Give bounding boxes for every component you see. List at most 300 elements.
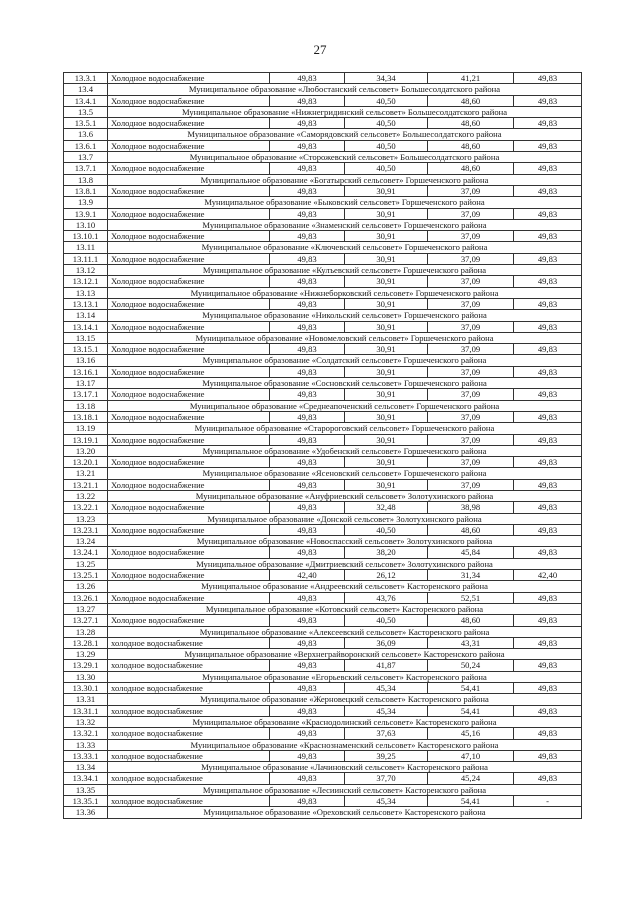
value-cell-2: 30,91: [345, 434, 428, 445]
value-cell-2: 30,91: [345, 457, 428, 468]
municipality-title: Муниципальное образование «Богатырский сельсовет» Горшеченского района: [108, 174, 582, 185]
value-cell-3: 38,98: [428, 502, 514, 513]
municipality-title: Муниципальное образование «Краснознаменский сельсовет» Касторенского района: [108, 739, 582, 750]
value-cell-3: 45,84: [428, 547, 514, 558]
municipality-title: Муниципальное образование «Сторожевский сельсовет» Большесолдатского района: [108, 152, 582, 163]
value-cell-2: 38,20: [345, 547, 428, 558]
row-code: 13.20: [64, 445, 108, 456]
table-row: [64, 118, 582, 129]
value-cell-4: 49,83: [514, 773, 582, 784]
municipality-title: Муниципальное образование «Любостанский сельсовет» Большесолдатского района: [108, 84, 582, 95]
value-cell-2: 30,91: [345, 366, 428, 377]
section-header-row: [64, 649, 582, 660]
section-header-row: [64, 332, 582, 343]
service-name: Холодное водоснабжение: [108, 344, 270, 355]
value-cell-3: 37,09: [428, 411, 514, 422]
value-cell-2: 30,91: [345, 208, 428, 219]
row-code: 13.30.1: [64, 683, 108, 694]
municipality-title: Муниципальное образование «Дмитриевский сельсовет» Золотухинского района: [108, 558, 582, 569]
row-code: 13.17: [64, 378, 108, 389]
section-header-row: [64, 400, 582, 411]
value-cell-3: 37,09: [428, 231, 514, 242]
service-name: Холодное водоснабжение: [108, 592, 270, 603]
value-cell-2: 30,91: [345, 479, 428, 490]
municipality-title: Муниципальное образование «Ясеновский сельсовет» Горшеченского района: [108, 468, 582, 479]
value-cell-1: 49,83: [270, 389, 345, 400]
value-cell-4: 49,83: [514, 457, 582, 468]
table-row: [64, 208, 582, 219]
service-name: холодное водоснабжение: [108, 773, 270, 784]
value-cell-1: 49,83: [270, 773, 345, 784]
section-header-row: [64, 603, 582, 614]
municipality-title: Муниципальное образование «Старороговский сельсовет» Горшеченского района: [108, 423, 582, 434]
value-cell-4: 49,83: [514, 321, 582, 332]
municipality-title: Муниципальное образование «Новоспасский сельсовет» Золотухинского района: [108, 536, 582, 547]
municipality-title: Муниципальное образование «Удобенский сельсовет» Горшеченского района: [108, 445, 582, 456]
row-code: 13.21.1: [64, 479, 108, 490]
municipality-title: Муниципальное образование «Нижнеборковский сельсовет» Горшеченского района: [108, 287, 582, 298]
value-cell-1: 49,83: [270, 321, 345, 332]
service-name: Холодное водоснабжение: [108, 231, 270, 242]
row-code: 13.32.1: [64, 728, 108, 739]
service-name: Холодное водоснабжение: [108, 389, 270, 400]
row-code: 13.32: [64, 716, 108, 727]
section-header-row: [64, 558, 582, 569]
service-name: Холодное водоснабжение: [108, 253, 270, 264]
row-code: 13.18.1: [64, 411, 108, 422]
value-cell-1: 49,83: [270, 660, 345, 671]
value-cell-4: 49,83: [514, 411, 582, 422]
row-code: 13.14: [64, 310, 108, 321]
row-code: 13.36: [64, 807, 108, 818]
value-cell-3: 48,60: [428, 163, 514, 174]
service-name: Холодное водоснабжение: [108, 457, 270, 468]
table-row: [64, 253, 582, 264]
value-cell-4: 49,83: [514, 298, 582, 309]
service-name: Холодное водоснабжение: [108, 366, 270, 377]
table-row: [64, 773, 582, 784]
row-code: 13.14.1: [64, 321, 108, 332]
value-cell-4: 49,83: [514, 615, 582, 626]
value-cell-3: 48,60: [428, 524, 514, 535]
value-cell-2: 40,50: [345, 140, 428, 151]
row-code: 13.23: [64, 513, 108, 524]
table-row: [64, 344, 582, 355]
value-cell-3: 54,41: [428, 796, 514, 807]
table-row: [64, 479, 582, 490]
service-name: холодное водоснабжение: [108, 660, 270, 671]
row-code: 13.6: [64, 129, 108, 140]
section-header-row: [64, 219, 582, 230]
row-code: 13.6.1: [64, 140, 108, 151]
row-code: 13.12.1: [64, 276, 108, 287]
value-cell-4: 49,83: [514, 434, 582, 445]
row-code: 13.7.1: [64, 163, 108, 174]
municipality-title: Муниципальное образование «Ключевский сельсовет» Горшеченского района: [108, 242, 582, 253]
table-row: [64, 615, 582, 626]
section-header-row: [64, 694, 582, 705]
section-header-row: [64, 174, 582, 185]
table-row: [64, 796, 582, 807]
tariff-table: [63, 72, 582, 819]
service-name: Холодное водоснабжение: [108, 298, 270, 309]
value-cell-1: 49,83: [270, 208, 345, 219]
table-row: [64, 637, 582, 648]
value-cell-1: 42,40: [270, 570, 345, 581]
section-header-row: [64, 310, 582, 321]
row-code: 13.30: [64, 671, 108, 682]
municipality-title: Муниципальное образование «Знаменский сельсовет» Горшеченского района: [108, 219, 582, 230]
row-code: 13.4: [64, 84, 108, 95]
row-code: 13.22.1: [64, 502, 108, 513]
value-cell-2: 30,91: [345, 411, 428, 422]
section-header-row: [64, 490, 582, 501]
row-code: 13.35: [64, 784, 108, 795]
value-cell-1: 49,83: [270, 457, 345, 468]
value-cell-1: 49,83: [270, 276, 345, 287]
value-cell-3: 45,16: [428, 728, 514, 739]
value-cell-2: 45,34: [345, 683, 428, 694]
row-code: 13.15.1: [64, 344, 108, 355]
value-cell-3: 37,09: [428, 276, 514, 287]
value-cell-1: 49,83: [270, 73, 345, 84]
value-cell-3: 37,09: [428, 321, 514, 332]
table-row: [64, 547, 582, 558]
section-header-row: [64, 716, 582, 727]
value-cell-4: 49,83: [514, 637, 582, 648]
value-cell-1: 49,83: [270, 479, 345, 490]
service-name: холодное водоснабжение: [108, 637, 270, 648]
value-cell-2: 30,91: [345, 253, 428, 264]
value-cell-3: 48,60: [428, 95, 514, 106]
row-code: 13.17.1: [64, 389, 108, 400]
section-header-row: [64, 129, 582, 140]
value-cell-4: 49,83: [514, 185, 582, 196]
row-code: 13.4.1: [64, 95, 108, 106]
value-cell-2: 37,63: [345, 728, 428, 739]
section-header-row: [64, 423, 582, 434]
table-row: [64, 321, 582, 332]
table-row: [64, 163, 582, 174]
value-cell-3: 37,09: [428, 185, 514, 196]
value-cell-1: 49,83: [270, 298, 345, 309]
row-code: 13.25: [64, 558, 108, 569]
row-code: 13.26.1: [64, 592, 108, 603]
value-cell-1: 49,83: [270, 592, 345, 603]
table-row: [64, 502, 582, 513]
section-header-row: [64, 378, 582, 389]
section-header-row: [64, 807, 582, 818]
municipality-title: Муниципальное образование «Ануфриевский сельсовет» Золотухинского района: [108, 490, 582, 501]
value-cell-4: 49,83: [514, 547, 582, 558]
table-row: [64, 728, 582, 739]
table-row: [64, 185, 582, 196]
value-cell-4: 49,83: [514, 95, 582, 106]
section-header-row: [64, 626, 582, 637]
page-number: 27: [313, 42, 327, 57]
service-name: холодное водоснабжение: [108, 796, 270, 807]
value-cell-3: 48,60: [428, 140, 514, 151]
row-code: 13.21: [64, 468, 108, 479]
service-name: Холодное водоснабжение: [108, 547, 270, 558]
row-code: 13.8.1: [64, 185, 108, 196]
row-code: 13.3.1: [64, 73, 108, 84]
municipality-title: Муниципальное образование «Никольский сельсовет» Горшеченского района: [108, 310, 582, 321]
value-cell-1: 49,83: [270, 411, 345, 422]
municipality-title: Муниципальное образование «Быковский сельсовет» Горшеченского района: [108, 197, 582, 208]
row-code: 13.27: [64, 603, 108, 614]
value-cell-4: 49,83: [514, 750, 582, 761]
value-cell-3: 37,09: [428, 208, 514, 219]
value-cell-2: 30,91: [345, 298, 428, 309]
section-header-row: [64, 242, 582, 253]
value-cell-2: 26,12: [345, 570, 428, 581]
table-row: [64, 140, 582, 151]
value-cell-1: 49,83: [270, 231, 345, 242]
row-code: 13.27.1: [64, 615, 108, 626]
row-code: 13.11.1: [64, 253, 108, 264]
service-name: Холодное водоснабжение: [108, 73, 270, 84]
value-cell-2: 30,91: [345, 321, 428, 332]
municipality-title: Муниципальное образование «Краснодолинский сельсовет» Касторенского района: [108, 716, 582, 727]
value-cell-1: 49,83: [270, 185, 345, 196]
service-name: Холодное водоснабжение: [108, 140, 270, 151]
table-body: [64, 73, 582, 819]
table-row: [64, 276, 582, 287]
section-header-row: [64, 445, 582, 456]
service-name: Холодное водоснабжение: [108, 502, 270, 513]
value-cell-1: 49,83: [270, 366, 345, 377]
service-name: Холодное водоснабжение: [108, 163, 270, 174]
row-code: 13.10.1: [64, 231, 108, 242]
section-header-row: [64, 355, 582, 366]
row-code: 13.33.1: [64, 750, 108, 761]
row-code: 13.5: [64, 106, 108, 117]
municipality-title: Муниципальное образование «Среднеапоченский сельсовет» Горшеченского района: [108, 400, 582, 411]
row-code: 13.34: [64, 762, 108, 773]
value-cell-4: 42,40: [514, 570, 582, 581]
value-cell-2: 39,25: [345, 750, 428, 761]
municipality-title: Муниципальное образование «Солдатский сельсовет» Горшеченского района: [108, 355, 582, 366]
row-code: 13.13.1: [64, 298, 108, 309]
value-cell-4: 49,83: [514, 524, 582, 535]
value-cell-4: 49,83: [514, 389, 582, 400]
service-name: холодное водоснабжение: [108, 705, 270, 716]
value-cell-3: 41,21: [428, 73, 514, 84]
value-cell-4: 49,83: [514, 140, 582, 151]
municipality-title: Муниципальное образование «Алексеевский сельсовет» Касторенского района: [108, 626, 582, 637]
section-header-row: [64, 468, 582, 479]
row-code: 13.31.1: [64, 705, 108, 716]
municipality-title: Муниципальное образование «Ореховский сельсовет» Касторенского района: [108, 807, 582, 818]
municipality-title: Муниципальное образование «Сосновский сельсовет» Горшеченского района: [108, 378, 582, 389]
service-name: холодное водоснабжение: [108, 750, 270, 761]
value-cell-2: 41,87: [345, 660, 428, 671]
service-name: Холодное водоснабжение: [108, 276, 270, 287]
table-row: [64, 457, 582, 468]
value-cell-2: 45,34: [345, 796, 428, 807]
value-cell-4: 49,83: [514, 163, 582, 174]
municipality-title: Муниципальное образование «Лесиинский сельсовет» Касторенского района: [108, 784, 582, 795]
value-cell-2: 40,50: [345, 163, 428, 174]
value-cell-4: 49,83: [514, 705, 582, 716]
value-cell-3: 50,24: [428, 660, 514, 671]
value-cell-4: 49,83: [514, 118, 582, 129]
value-cell-4: 49,83: [514, 73, 582, 84]
row-code: 13.26: [64, 581, 108, 592]
table-row: [64, 95, 582, 106]
value-cell-2: 30,91: [345, 185, 428, 196]
value-cell-2: 30,91: [345, 276, 428, 287]
section-header-row: [64, 762, 582, 773]
service-name: Холодное водоснабжение: [108, 615, 270, 626]
row-code: 13.23.1: [64, 524, 108, 535]
municipality-title: Муниципальное образование «Жерновецкий сельсовет» Касторенского района: [108, 694, 582, 705]
value-cell-2: 40,50: [345, 524, 428, 535]
row-code: 13.13: [64, 287, 108, 298]
service-name: холодное водоснабжение: [108, 728, 270, 739]
section-header-row: [64, 784, 582, 795]
value-cell-3: 48,60: [428, 615, 514, 626]
value-cell-4: 49,83: [514, 208, 582, 219]
municipality-title: Муниципальное образование «Саморядовский сельсовет» Большесолдатского района: [108, 129, 582, 140]
value-cell-1: 49,83: [270, 434, 345, 445]
value-cell-4: 49,83: [514, 344, 582, 355]
table-row: [64, 750, 582, 761]
row-code: 13.9.1: [64, 208, 108, 219]
value-cell-1: 49,83: [270, 796, 345, 807]
value-cell-1: 49,83: [270, 705, 345, 716]
value-cell-2: 43,76: [345, 592, 428, 603]
service-name: холодное водоснабжение: [108, 683, 270, 694]
row-code: 13.19.1: [64, 434, 108, 445]
row-code: 13.33: [64, 739, 108, 750]
service-name: Холодное водоснабжение: [108, 479, 270, 490]
section-header-row: [64, 536, 582, 547]
row-code: 13.8: [64, 174, 108, 185]
value-cell-3: 52,51: [428, 592, 514, 603]
value-cell-3: 47,10: [428, 750, 514, 761]
value-cell-1: 49,83: [270, 344, 345, 355]
value-cell-3: 45,24: [428, 773, 514, 784]
service-name: Холодное водоснабжение: [108, 321, 270, 332]
value-cell-4: 49,83: [514, 660, 582, 671]
row-code: 13.10: [64, 219, 108, 230]
row-code: 13.15: [64, 332, 108, 343]
value-cell-1: 49,83: [270, 683, 345, 694]
value-cell-3: 37,09: [428, 457, 514, 468]
row-code: 13.9: [64, 197, 108, 208]
row-code: 13.22: [64, 490, 108, 501]
municipality-title: Муниципальное образование «Егорьевский сельсовет» Касторенского района: [108, 671, 582, 682]
value-cell-1: 49,83: [270, 637, 345, 648]
municipality-title: Муниципальное образование «Лачиновский сельсовет» Касторенского района: [108, 762, 582, 773]
section-header-row: [64, 287, 582, 298]
table-row: [64, 683, 582, 694]
value-cell-2: 30,91: [345, 389, 428, 400]
value-cell-1: 49,83: [270, 253, 345, 264]
section-header-row: [64, 265, 582, 276]
row-code: 13.24.1: [64, 547, 108, 558]
value-cell-3: 54,41: [428, 683, 514, 694]
value-cell-3: 31,34: [428, 570, 514, 581]
row-code: 13.29.1: [64, 660, 108, 671]
value-cell-2: 40,50: [345, 615, 428, 626]
value-cell-3: 37,09: [428, 253, 514, 264]
section-header-row: [64, 197, 582, 208]
table-row: [64, 366, 582, 377]
row-code: 13.16.1: [64, 366, 108, 377]
row-code: 13.35.1: [64, 796, 108, 807]
row-code: 13.34.1: [64, 773, 108, 784]
value-cell-1: 49,83: [270, 728, 345, 739]
service-name: Холодное водоснабжение: [108, 524, 270, 535]
row-code: 13.24: [64, 536, 108, 547]
municipality-title: Муниципальное образование «Донской сельсовет» Золотухинского района: [108, 513, 582, 524]
table-row: [64, 434, 582, 445]
value-cell-2: 45,34: [345, 705, 428, 716]
value-cell-4: 49,83: [514, 502, 582, 513]
value-cell-2: 40,50: [345, 118, 428, 129]
row-code: 13.28.1: [64, 637, 108, 648]
service-name: Холодное водоснабжение: [108, 570, 270, 581]
table-row: [64, 524, 582, 535]
row-code: 13.20.1: [64, 457, 108, 468]
value-cell-3: 48,60: [428, 118, 514, 129]
municipality-title: Муниципальное образование «Нижнегридинский сельсовет» Большесолдатского района: [108, 106, 582, 117]
service-name: Холодное водоснабжение: [108, 434, 270, 445]
service-name: Холодное водоснабжение: [108, 118, 270, 129]
table-row: [64, 298, 582, 309]
value-cell-3: 37,09: [428, 389, 514, 400]
value-cell-2: 36,09: [345, 637, 428, 648]
value-cell-4: 49,83: [514, 276, 582, 287]
value-cell-2: 34,34: [345, 73, 428, 84]
value-cell-3: 43,31: [428, 637, 514, 648]
value-cell-2: 32,48: [345, 502, 428, 513]
service-name: Холодное водоснабжение: [108, 411, 270, 422]
value-cell-4: 49,83: [514, 728, 582, 739]
row-code: 13.18: [64, 400, 108, 411]
row-code: 13.12: [64, 265, 108, 276]
row-code: 13.5.1: [64, 118, 108, 129]
section-header-row: [64, 513, 582, 524]
value-cell-1: 49,83: [270, 750, 345, 761]
value-cell-1: 49,83: [270, 615, 345, 626]
row-code: 13.19: [64, 423, 108, 434]
value-cell-1: 49,83: [270, 163, 345, 174]
section-header-row: [64, 671, 582, 682]
value-cell-4: -: [514, 796, 582, 807]
value-cell-3: 37,09: [428, 298, 514, 309]
table-row: [64, 231, 582, 242]
row-code: 13.16: [64, 355, 108, 366]
municipality-title: Муниципальное образование «Котовский сельсовет» Касторенского района: [108, 603, 582, 614]
row-code: 13.25.1: [64, 570, 108, 581]
value-cell-3: 37,09: [428, 479, 514, 490]
value-cell-2: 37,70: [345, 773, 428, 784]
value-cell-4: 49,83: [514, 253, 582, 264]
table-row: [64, 73, 582, 84]
municipality-title: Муниципальное образование «Новомеловский сельсовет» Горшеченского района: [108, 332, 582, 343]
value-cell-1: 49,83: [270, 547, 345, 558]
table-row: [64, 592, 582, 603]
table-row: [64, 411, 582, 422]
table-row: [64, 660, 582, 671]
section-header-row: [64, 581, 582, 592]
row-code: 13.7: [64, 152, 108, 163]
row-code: 13.29: [64, 649, 108, 660]
